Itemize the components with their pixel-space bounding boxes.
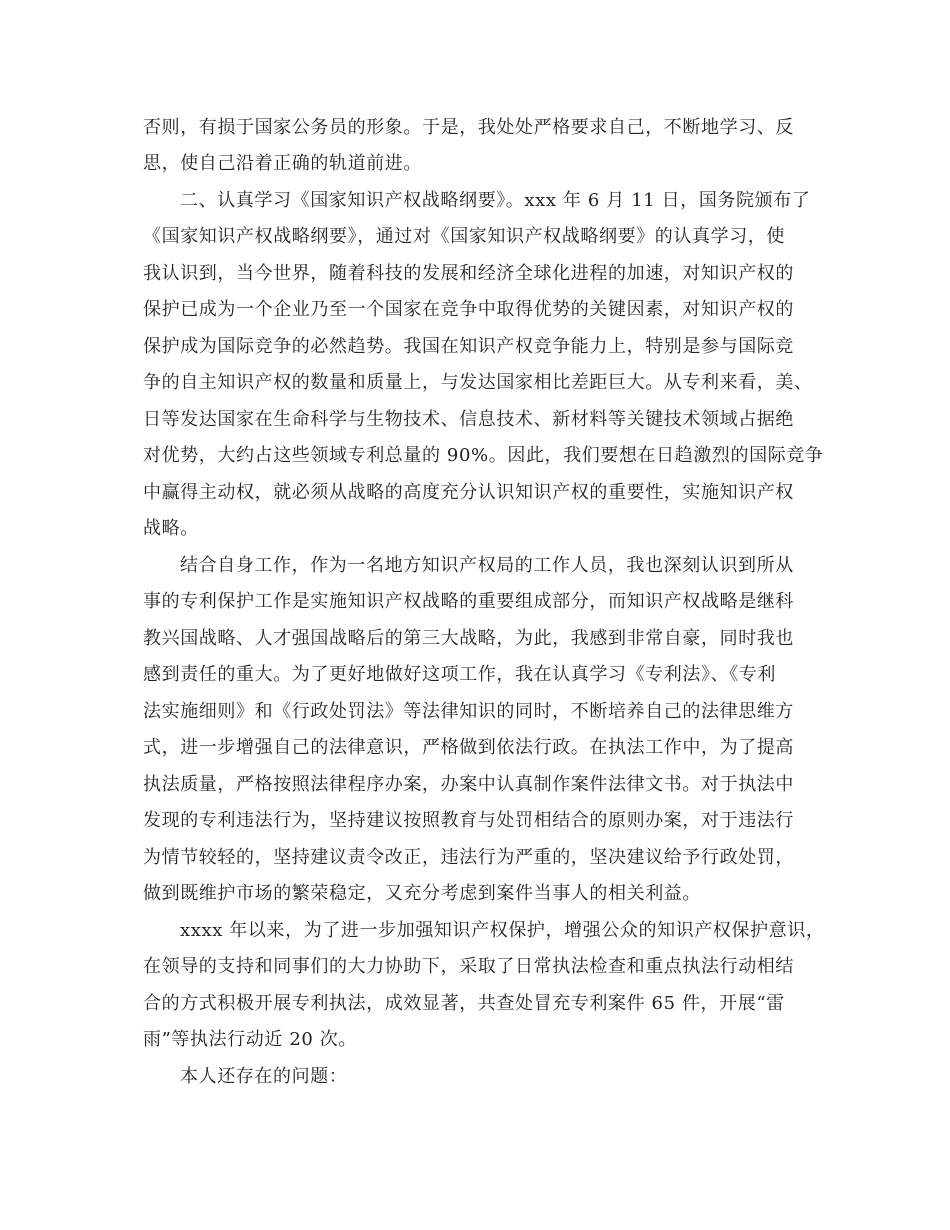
text-line-14: 事的专利保护工作是实施知识产权战略的重要组成部分，而知识产权战略是继科 xyxy=(143,591,794,612)
text-line-8: 争的自主知识产权的数量和质量上，与发达国家相比差距巨大。从专利来看，美、 xyxy=(143,372,813,393)
text-line-4: 《国家知识产权战略纲要》，通过对《国家知识产权战略纲要》的认真学习，使 xyxy=(143,226,785,247)
text-line-27: 本人还存在的问题： xyxy=(180,1066,348,1087)
text-line-2: 思，使自己沿着正确的轨道前进。 xyxy=(143,153,422,174)
text-line-13: 结合自身工作，作为一名地方知识产权局的工作人员，我也深刻认识到所从 xyxy=(180,555,794,576)
text-line-21: 为情节较轻的，坚持建议责令改正，违法行为严重的，坚决建议给予行政处罚， xyxy=(143,847,794,868)
text-line-20: 发现的专利违法行为，坚持建议按照教育与处罚相结合的原则办案，对于违法行 xyxy=(143,810,794,831)
text-line-11: 中赢得主动权，就必须从战略的高度充分认识知识产权的重要性，实施知识产权 xyxy=(143,482,794,503)
text-line-16: 感到责任的重大。为了更好地做好这项工作，我在认真学习《专利法》、《专利 xyxy=(143,664,776,685)
text-line-12: 战略。 xyxy=(143,518,199,539)
text-line-17: 法实施细则》和《行政处罚法》等法律知识的同时，不断培养自己的法律思维方 xyxy=(143,701,794,722)
text-line-19: 执法质量，严格按照法律程序办案，办案中认真制作案件法律文书。对于执法中 xyxy=(143,774,794,795)
text-line-18: 式，进一步增强自己的法律意识，严格做到依法行政。在执法工作中，为了提高 xyxy=(143,737,794,758)
text-line-5: 我认识到，当今世界，随着科技的发展和经济全球化进程的加速，对知识产权的 xyxy=(143,263,794,284)
text-line-7: 保护成为国际竞争的必然趋势。我国在知识产权竞争能力上，特别是参与国际竞 xyxy=(143,336,794,357)
text-line-25: 合的方式积极开展专利执法，成效显著，共查处冒充专利案件 65 件，开展“雷 xyxy=(143,993,785,1014)
text-line-22: 做到既维护市场的繁荣稳定，又充分考虑到案件当事人的相关利益。 xyxy=(143,883,701,904)
text-line-24: 在领导的支持和同事们的大力协助下，采取了日常执法检查和重点执法行动相结 xyxy=(143,956,794,977)
text-line-6: 保护已成为一个企业乃至一个国家在竞争中取得优势的关键因素，对知识产权的 xyxy=(143,299,794,320)
text-line-9: 日等发达国家在生命科学与生物技术、信息技术、新材料等关键技术领域占据绝 xyxy=(143,409,794,430)
text-line-26: 雨”等执法行动近 20 次。 xyxy=(143,1029,357,1050)
text-line-3: 二、认真学习《国家知识产权战略纲要》。xxx 年 6 月 11 日，国务院颁布了 xyxy=(180,190,811,211)
text-line-15: 教兴国战略、人才强国战略后的第三大战略，为此，我感到非常自豪，同时我也 xyxy=(143,628,794,649)
text-line-23: xxxx 年以来，为了进一步加强知识产权保护，增强公众的知识产权保护意识， xyxy=(180,920,825,941)
text-line-10: 对优势，大约占这些领域专利总量的 90%。因此，我们要想在日趋激烈的国际竞争 xyxy=(143,445,824,466)
text-line-1: 否则，有损于国家公务员的形象。于是，我处处严格要求自己，不断地学习、反 xyxy=(143,117,794,138)
